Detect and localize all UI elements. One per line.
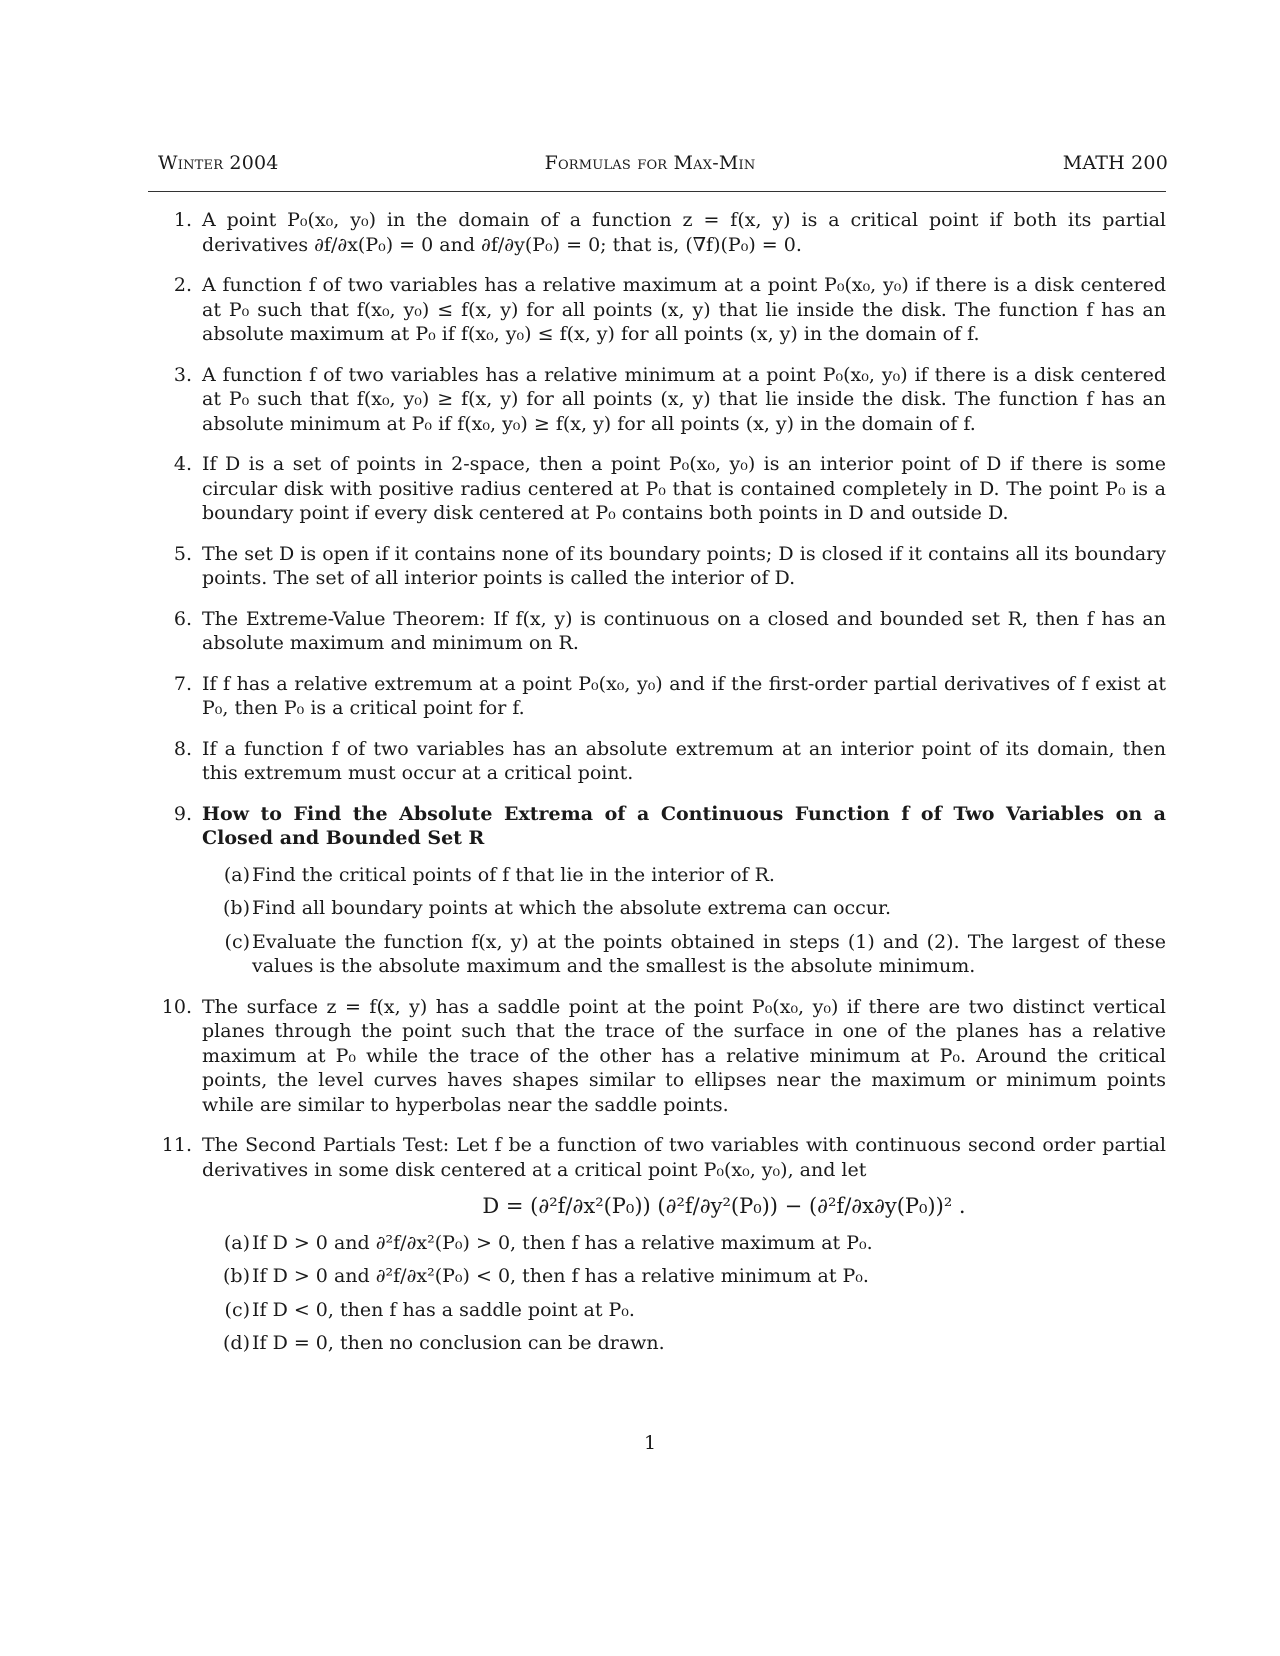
list-item-3	[158, 363, 1166, 437]
sub-item-b	[208, 1264, 1166, 1289]
list-item-1	[158, 208, 1166, 257]
sub-item-a	[208, 863, 1166, 888]
sub-label: (a)	[223, 1231, 250, 1254]
item-text: If f has a relative extremum at a point P₀(x₀, y₀) and if the first-order partial derivatives of f exist at P₀, then P₀ is a critical point for f.	[202, 672, 1166, 719]
item-number: 1.	[173, 209, 192, 231]
item-number: 4.	[173, 453, 192, 475]
item-text: The Second Partials Test: Let f be a function of two variables with continuous second order partial derivatives in some disk centered at a critical point P₀(x₀, y₀), and let	[202, 1134, 1166, 1181]
list-item-6	[158, 607, 1166, 656]
item-number: 3.	[173, 363, 192, 386]
item-number: 9.	[173, 802, 192, 825]
item-number: 6.	[173, 607, 192, 630]
list-item-8	[158, 737, 1166, 786]
list-item-10	[158, 995, 1166, 1118]
item-text: The surface z = f(x, y) has a saddle point at the point P₀(x₀, y₀) if there are two distinct vertical planes through the point such that the trace of the surface in one of the planes has a relative maximum at P₀ while the trace of the other has a relative minimum at P₀. Around the critical points, the level curves haves shapes similar to ellipses near the maximum or minimum points while are similar to hyperbolas near the saddle points.	[202, 995, 1166, 1116]
sub-text: If D > 0 and ∂²f/∂x²(P₀) > 0, then f has a relative maximum at P₀.	[252, 1231, 873, 1254]
item-number: 11.	[161, 1134, 192, 1156]
item-number: 7.	[173, 672, 192, 695]
sub-label: (b)	[223, 1265, 250, 1287]
item-text: The Extreme-Value Theorem: If f(x, y) is continuous on a closed and bounded set R, then f has an absolute maximum and minimum on R.	[202, 607, 1166, 654]
sub-text: If D < 0, then f has a saddle point at P₀.	[252, 1298, 635, 1321]
item-heading: How to Find the Absolute Extrema of a Continuous Function f of Two Variables on a Closed and Bounded Set R	[202, 802, 1166, 849]
sub-list	[208, 1231, 1166, 1356]
sub-label: (b)	[223, 897, 250, 919]
item-number: 8.	[173, 737, 192, 760]
sub-item-c	[208, 1298, 1166, 1323]
sub-text: Find the critical points of f that lie in the interior of R.	[252, 863, 775, 886]
sub-item-a	[208, 1231, 1166, 1256]
sub-label: (a)	[223, 863, 250, 886]
item-text: A point P₀(x₀, y₀) in the domain of a function z = f(x, y) is a critical point if both its partial derivatives ∂f/∂x(P₀) = 0 and ∂f/∂y(P₀) = 0; that is, (∇f)(P₀) = 0.	[202, 209, 1166, 256]
list-item-7	[158, 672, 1166, 721]
sub-label: (c)	[224, 1298, 250, 1321]
page-number: 1	[643, 1432, 657, 1454]
sub-text: If D = 0, then no conclusion can be drawn.	[252, 1332, 665, 1354]
header-title: Formulas for Max-Min	[544, 152, 756, 174]
item-number: 10.	[161, 995, 192, 1018]
sub-item-c	[208, 930, 1166, 979]
item-text: The set D is open if it contains none of its boundary points; D is closed if it contains all its boundary points. The set of all interior points is called the interior of D.	[202, 542, 1166, 589]
list-item-4	[158, 452, 1166, 526]
header-rule	[148, 191, 1166, 192]
sub-item-b	[208, 896, 1166, 921]
list-item-2	[158, 273, 1166, 347]
item-text: If D is a set of points in 2-space, then a point P₀(x₀, y₀) is an interior point of D if there is some circular disk with positive radius centered at P₀ that is contained completely in D. The point P₀ is a boundary point if every disk centered at P₀ contains both points in D and outside D.	[202, 453, 1166, 524]
item-text: A function f of two variables has a relative maximum at a point P₀(x₀, y₀) if there is a disk centered at P₀ such that f(x₀, y₀) ≤ f(x, y) for all points (x, y) that lie inside the disk. The function f has an absolute maximum at P₀ if f(x₀, y₀) ≤ f(x, y) for all points (x, y) in the domain of f.	[202, 274, 1166, 345]
item-number: 5.	[173, 542, 192, 565]
formula-list	[158, 208, 1166, 1372]
list-item-11	[158, 1133, 1166, 1356]
header-semester: Winter 2004	[158, 152, 279, 174]
sub-text: If D > 0 and ∂²f/∂x²(P₀) < 0, then f has a relative minimum at P₀.	[252, 1265, 869, 1287]
sub-text: Find all boundary points at which the absolute extrema can occur.	[252, 897, 892, 919]
list-item-5	[158, 542, 1166, 591]
item-number: 2.	[173, 274, 192, 296]
sub-item-d	[208, 1331, 1166, 1356]
sub-label: (c)	[224, 930, 250, 953]
item-text: If a function f of two variables has an absolute extremum at an interior point of its domain, then this extremum must occur at a critical point.	[202, 737, 1166, 784]
item-text: A function f of two variables has a relative minimum at a point P₀(x₀, y₀) if there is a disk centered at P₀ such that f(x₀, y₀) ≥ f(x, y) for all points (x, y) that lie inside the disk. The function f has an absolute minimum at P₀ if f(x₀, y₀) ≥ f(x, y) for all points (x, y) in the domain of f.	[202, 363, 1166, 435]
sub-list	[208, 863, 1166, 979]
list-item-9	[158, 802, 1166, 979]
sub-label: (d)	[223, 1332, 250, 1354]
sub-text: Evaluate the function f(x, y) at the points obtained in steps (1) and (2). The largest of these values is the absolute maximum and the smallest is the absolute minimum.	[252, 930, 1166, 977]
discriminant-equation: D = (∂²f/∂x²(P₀)) (∂²f/∂y²(P₀)) − (∂²f/∂x∂y(P₀))² .	[482, 1194, 966, 1218]
header-course: MATH 200	[1062, 152, 1168, 174]
